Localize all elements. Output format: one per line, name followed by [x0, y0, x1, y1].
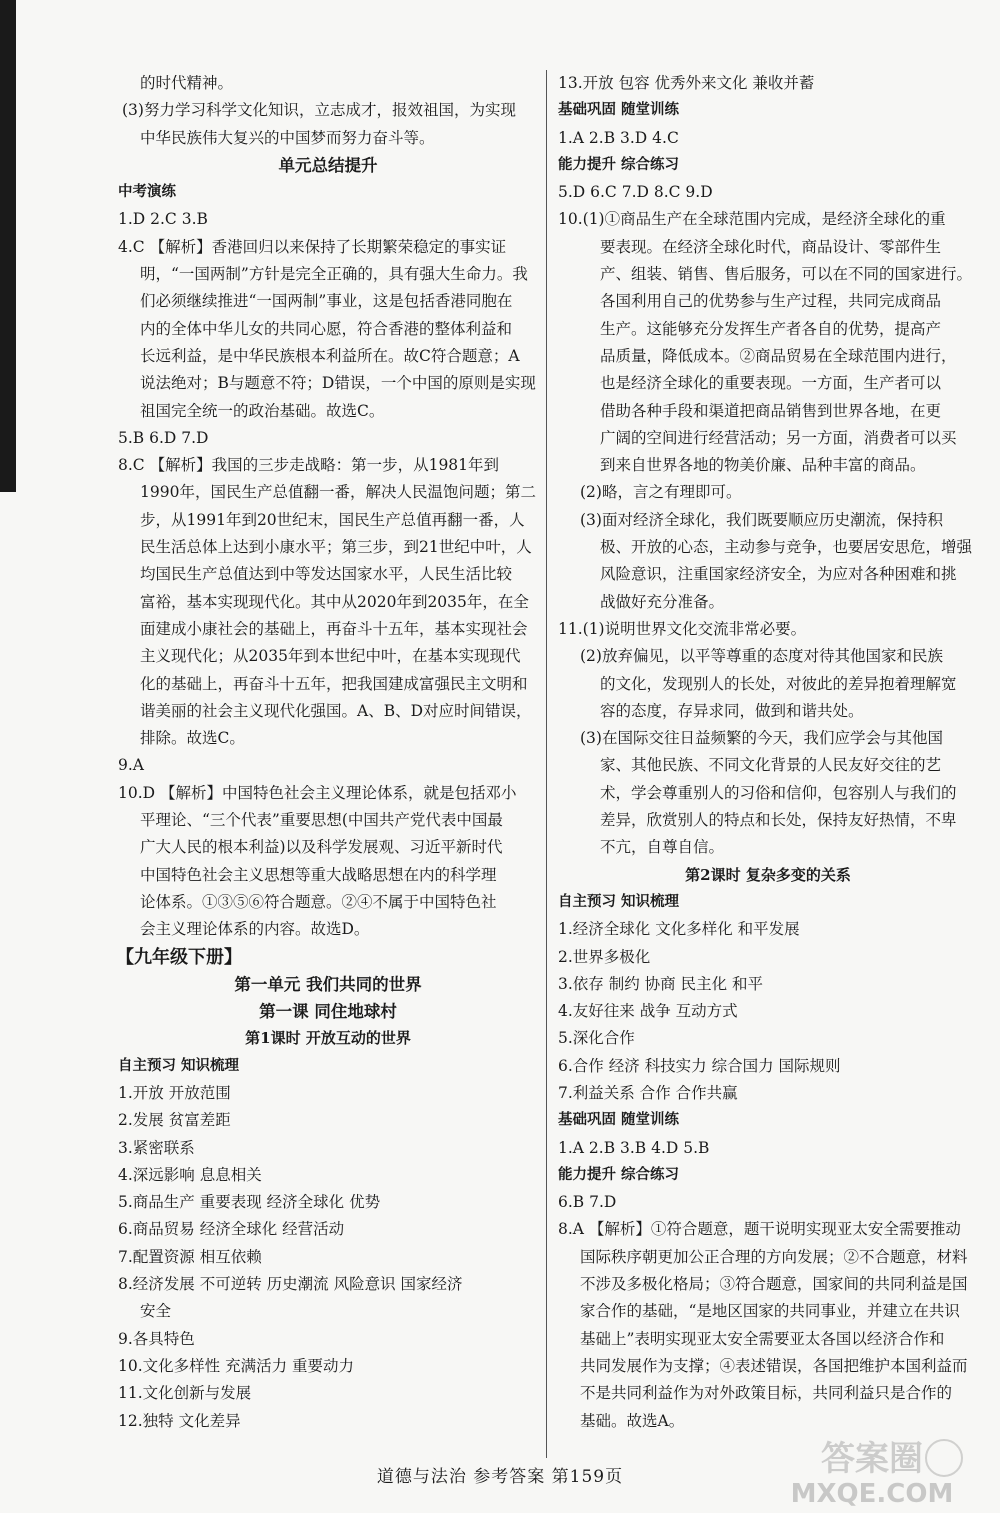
left-text-line: 说法绝对；B与题意不符；D错误，一个中国的原则是实现 [140, 374, 536, 393]
right-text-line: 3.依存 制约 协商 民主化 和平 [558, 974, 763, 993]
right-text-line: 11.(1)说明世界文化交流非常必要。 [558, 619, 807, 638]
left-text-line: 10.文化多样性 充满活力 重要动力 [118, 1356, 355, 1375]
left-text-line: 9.A [118, 756, 144, 775]
left-text-line: 第1课时 开放互动的世界 [245, 1029, 411, 1048]
right-text-line: 基础巩固 随堂训练 [558, 102, 680, 119]
right-text-line: (3)面对经济全球化，我们既要顺应历史潮流，保持积 [580, 510, 943, 529]
left-text-line: 中考演练 [118, 184, 176, 201]
right-text-line: 到来自世界各地的物美价廉、品种丰富的商品。 [600, 456, 926, 475]
right-text-line: 第2课时 复杂多变的关系 [685, 865, 851, 884]
left-text-line: 【九年级下册】 [116, 946, 242, 968]
right-text-line: 借助各种手段和渠道把商品销售到世界各地，在更 [600, 401, 942, 420]
left-text-line: 12.独特 文化差异 [118, 1411, 241, 1430]
right-text-line: 广阔的空间进行经营活动；另一方面，消费者可以买 [600, 428, 957, 447]
left-text-line: 祖国完全统一的政治基础。故选C。 [140, 401, 385, 420]
right-text-line: 容的态度，存异求同，做到和谐共处。 [600, 701, 864, 720]
right-text-line: (2)略，言之有理即可。 [580, 483, 742, 502]
right-text-line: 基础。故选A。 [580, 1411, 685, 1430]
right-text-line: 1.经济全球化 文化多样化 和平发展 [558, 920, 800, 939]
right-text-line: 极、开放的心态，主动参与竞争，也要居安思危，增强 [600, 538, 973, 557]
left-text-line: 化的基础上，再奋斗十五年，把我国建成富强民主文明和 [140, 674, 528, 693]
right-text-line: 4.友好往来 战争 互动方式 [558, 1002, 738, 1021]
left-text-line: (3)努力学习科学文化知识，立志成才，报效祖国，为实现 [122, 101, 516, 120]
right-text-line: 产、组装、销售、售后服务，可以在不同的国家进行。 [600, 265, 973, 284]
right-text-line: 不是共同利益作为对外政策目标，共同利益只是合作的 [580, 1384, 953, 1403]
right-text-line: 自主预习 知识梳理 [558, 893, 680, 910]
right-column [558, 70, 978, 1435]
right-text-line: 要表现。在经济全球化时代，商品设计、零部件生 [600, 237, 942, 256]
right-text-line: 差异，欣赏别人的特点和长处，保持友好热情，不卑 [600, 811, 957, 830]
right-text-line: 家合作的基础，“是地区国家的共同事业，并建立在共识 [580, 1302, 960, 1321]
left-text-line: 5.B 6.D 7.D [118, 428, 209, 447]
left-text-line: 第一课 同住地球村 [259, 1002, 397, 1022]
left-text-line: 中国特色社会主义思想等重大战略思想在内的科学理 [140, 865, 497, 884]
right-text-line: 基础上”表明实现亚太安全需要亚太各国以经济合作和 [580, 1329, 945, 1348]
watermark-logo [722, 1432, 982, 1508]
left-text-line: 平理论、“三个代表”重要思想(中国共产党代表中国最 [140, 811, 503, 830]
left-text-line: 3.紧密联系 [118, 1138, 195, 1157]
left-text-line: 6.商品贸易 经济全球化 经营活动 [118, 1220, 345, 1239]
left-text-line: 内的全体中华儿女的共同心愿，符合香港的整体利益和 [140, 319, 513, 338]
right-text-line: 5.深化合作 [558, 1029, 635, 1048]
right-text-line: 10.(1)①商品生产在全球范围内完成，是经济全球化的重 [558, 210, 946, 229]
left-text-line: 8.经济发展 不可逆转 历史潮流 风险意识 国家经济 [118, 1275, 463, 1294]
right-text-line: 不亢，自尊自信。 [600, 838, 725, 857]
left-text-line: 论体系。①③⑤⑥符合题意。②④不属于中国特色社 [140, 892, 497, 911]
right-text-line: 生产。这能够充分发挥生产者各自的优势，提高产 [600, 319, 942, 338]
right-text-line: 1.A 2.B 3.B 4.D 5.B [558, 1138, 710, 1157]
right-text-line: 13.开放 包容 优秀外来文化 兼收并蓄 [558, 74, 815, 92]
right-text-line: 6.合作 经济 科技实力 综合国力 国际规则 [558, 1056, 841, 1075]
right-text-line: 品质量，降低成本。②商品贸易在全球范围内进行， [600, 346, 957, 365]
left-text-line: 们必须继续推进“一国两制”事业，这是包括香港同胞在 [140, 292, 513, 311]
left-text-line: 5.商品生产 重要表现 经济全球化 优势 [118, 1193, 381, 1212]
left-text-line: 4.深远影响 息息相关 [118, 1165, 262, 1184]
left-text-line: 第一单元 我们共同的世界 [234, 974, 422, 994]
right-text-line: 战做好充分准备。 [600, 592, 725, 611]
left-text-line: 排除。故选C。 [140, 729, 245, 748]
left-text-line: 8.C 【解析】我国的三步走战略：第一步，从1981年到 [118, 456, 500, 475]
right-text-line: 8.A 【解析】①符合题意，题干说明实现亚太安全需要推动 [558, 1220, 961, 1239]
left-text-line: 谐美丽的社会主义现代化强国。A、B、D对应时间错误， [140, 701, 532, 720]
right-text-line: 术，学会尊重别人的习俗和信仰，包容别人与我们的 [600, 783, 957, 802]
left-text-line: 均国民生产总值达到中等发达国家水平，人民生活比较 [140, 565, 513, 584]
left-text-line: 面建成小康社会的基础上，再奋斗十五年，基本实现社会 [140, 619, 528, 638]
left-text-line: 1.开放 开放范围 [118, 1083, 231, 1102]
left-text-line: 7.配置资源 相互依赖 [118, 1247, 262, 1266]
left-text-line: 10.D 【解析】中国特色社会主义理论体系，就是包括邓小 [118, 783, 517, 802]
left-text-line: 安全 [140, 1302, 172, 1321]
left-text-line: 会主义理论体系的内容。故选D。 [140, 920, 370, 939]
right-text-line: 也是经济全球化的重要表现。一方面，生产者可以 [600, 374, 942, 393]
left-text-line: 11.文化创新与发展 [118, 1384, 252, 1403]
left-text-line: 富裕，基本实现现代化。其中从2020年到2035年，在全 [140, 592, 529, 611]
left-text-line: 1990年，国民生产总值翻一番，解决人民温饱问题；第二 [140, 483, 536, 502]
left-text-line: 长远利益，是中华民族根本利益所在。故C符合题意；A [140, 346, 520, 365]
right-text-line: 5.D 6.C 7.D 8.C 9.D [558, 183, 713, 202]
column-divider [546, 70, 547, 1458]
right-text-line: 基础巩固 随堂训练 [558, 1112, 680, 1129]
left-text-line: 中华民族伟大复兴的中国梦而努力奋斗等。 [140, 128, 435, 147]
page-footer: 道德与法治 参考答案 第159页 [376, 1467, 624, 1487]
left-text-line: 主义现代化；从2035年到本世纪中叶，在基本实现现代 [140, 647, 521, 666]
left-text-line: 步，从1991年到20世纪末，国民生产总值再翻一番，人 [140, 510, 525, 529]
left-text-line: 2.发展 贫富差距 [118, 1111, 231, 1130]
right-text-line: 能力提升 综合练习 [558, 1166, 680, 1183]
right-text-line: 6.B 7.D [558, 1193, 617, 1212]
right-text-line: (3)在国际交往日益频繁的今天，我们应学会与其他国 [580, 729, 943, 748]
right-text-line: 1.A 2.B 3.D 4.C [558, 128, 679, 147]
left-column [118, 70, 538, 1435]
left-text-line: 广大人民的根本利益)以及科学发展观、习近平新时代 [140, 838, 503, 857]
left-text-line: 9.各具特色 [118, 1329, 195, 1348]
right-text-line: 家、其他民族、不同文化背景的人民友好交往的艺 [600, 756, 942, 775]
left-text-line: 4.C 【解析】香港回归以来保持了长期繁荣稳定的事实证 [118, 237, 507, 256]
left-text-line: 民生活总体上达到小康水平；第三步，到21世纪中叶，人 [140, 538, 532, 557]
binding-edge [0, 0, 16, 492]
right-text-line: 各国利用自己的优势参与生产过程，共同完成商品 [600, 292, 942, 311]
right-text-line: 共同发展作为支撑；④表述错误，各国把维护本国利益而 [580, 1356, 968, 1375]
right-text-line: 国际秩序朝更加公正合理的方向发展；②不合题意，材料 [580, 1247, 968, 1266]
right-text-line: 7.利益关系 合作 合作共赢 [558, 1083, 738, 1102]
right-text-line: 风险意识，注重国家经济安全，为应对各种困难和挑 [600, 565, 957, 584]
right-text-line: 2.世界多极化 [558, 947, 651, 966]
right-text-line: (2)放弃偏见，以平等尊重的态度对待其他国家和民族 [580, 647, 943, 666]
right-text-line: 能力提升 综合练习 [558, 156, 680, 173]
left-text-line: 1.D 2.C 3.B [118, 210, 208, 229]
left-text-line: 明，“一国两制”方针是完全正确的，具有强大生命力。我 [140, 265, 528, 284]
left-text-line: 自主预习 知识梳理 [118, 1057, 240, 1074]
left-text-line: 的时代精神。 [140, 74, 234, 92]
right-text-line: 的文化，发现别人的长处，对彼此的差异抱着理解宽 [600, 674, 957, 693]
left-text-line: 单元总结提升 [278, 155, 378, 175]
right-text-line: 不涉及多极化格局；③符合题意，国家间的共同利益是国 [580, 1275, 968, 1294]
watermark-site-text: MXQE.COM [790, 1479, 954, 1508]
watermark-logo-text: 答案圈 [821, 1439, 923, 1479]
